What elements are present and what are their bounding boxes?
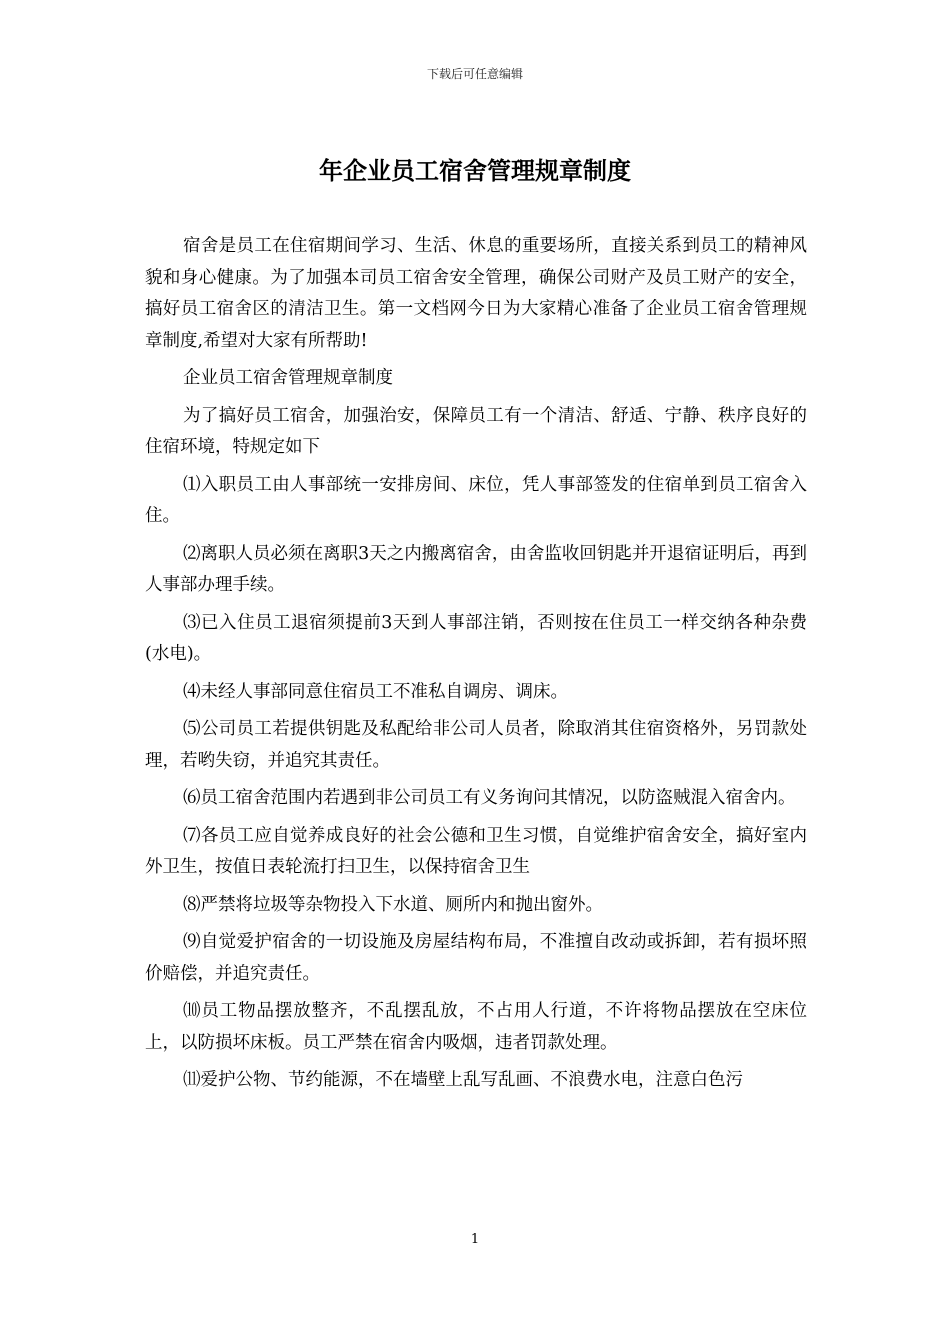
page-number: 1 (470, 1232, 480, 1247)
paragraph-rule-10: ⑽员工物品摆放整齐，不乱摆乱放，不占用人行道，不许将物品摆放在空床位上，以防损坏床板。员工严禁在宿舍内吸烟，违者罚款处理。 (145, 1001, 807, 1053)
document-body (145, 231, 807, 1103)
paragraph-rule-5: ⑸公司员工若提供钥匙及私配给非公司人员者，除取消其住宿资格外，另罚款处理，若哟失窃，并追究其责任。 (145, 719, 807, 771)
paragraph-rule-8: ⑻严禁将垃圾等杂物投入下水道、厕所内和抛出窗外。 (183, 894, 603, 915)
paragraph-rule-2: ⑵离职人员必须在离职3天之内搬离宿舍，由舍监收回钥匙并开退宿证明后，再到人事部办理手续。 (145, 543, 807, 595)
paragraph-rule-4: ⑷未经人事部同意住宿员工不准私自调房、调床。 (183, 681, 568, 702)
paragraph-subtitle: 企业员工宿舍管理规章制度 (183, 368, 393, 388)
paragraph-rule-3: ⑶已入住员工退宿须提前3天到人事部注销，否则按在住员工一样交纳各种杂费(水电)。 (145, 612, 807, 664)
paragraph-intro: 宿舍是员工在住宿期间学习、生活、休息的重要场所，直接关系到员工的精神风貌和身心健康。为了加强本司员工宿舍安全管理，确保公司财产及员工财产的安全，搞好员工宿舍区的清洁卫生。第一文档网今日为大家精心准备了企业员工宿舍管理规章制度,希望对大家有所帮助! (145, 236, 807, 351)
paragraph-rule-7: ⑺各员工应自觉养成良好的社会公德和卫生习惯，自觉维护宿舍安全，搞好室内外卫生，按值日表轮流打扫卫生，以保持宿舍卫生 (145, 825, 807, 877)
paragraph-rule-9: ⑼自觉爱护宿舍的一切设施及房屋结构布局，不准擅自改动或拆卸，若有损坏照价赔偿，并追究责任。 (145, 932, 807, 984)
paragraph-rule-11: ⑾爱护公物、节约能源，不在墙壁上乱写乱画、不浪费水电，注意白色污 (183, 1070, 743, 1090)
header-note: 下载后可任意编辑 (426, 67, 523, 81)
document-title: 年企业员工宿舍管理规章制度 (319, 156, 631, 185)
paragraph-rule-1: ⑴入职员工由人事部统一安排房间、床位，凭人事部签发的住宿单到员工宿舍入住。 (145, 474, 807, 526)
paragraph-preamble: 为了搞好员工宿舍，加强治安，保障员工有一个清洁、舒适、宁静、秩序良好的住宿环境，特规定如下 (145, 405, 807, 457)
paragraph-rule-6: ⑹员工宿舍范围内若遇到非公司员工有义务询问其情况，以防盗贼混入宿舍内。 (183, 788, 796, 808)
